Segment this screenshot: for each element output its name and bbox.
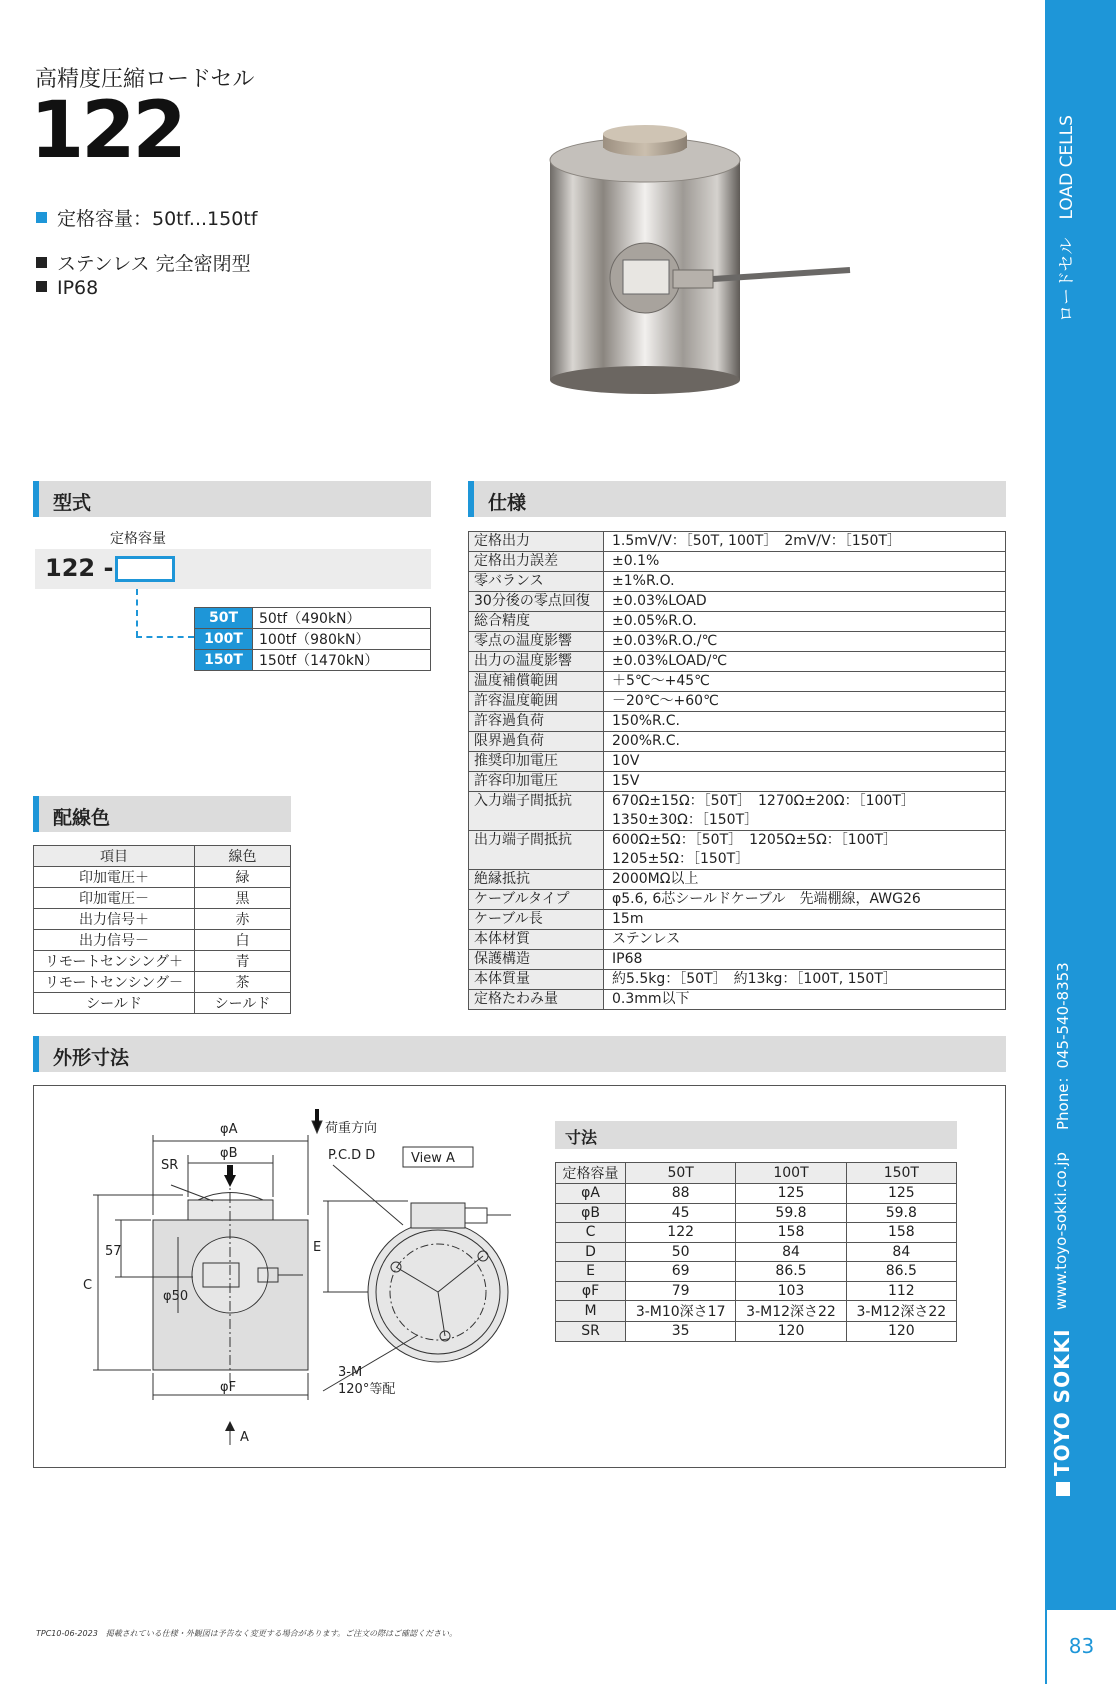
dimension-table [555, 1162, 957, 1342]
brand-name: TOYO SOKKI [1050, 1328, 1074, 1476]
sidebar-category-jp: ロードセル [1057, 237, 1077, 322]
table-row: 限界過負荷 200%R.C. [469, 732, 1006, 752]
table-row: ケーブル長 15m [469, 910, 1006, 930]
feature-material: ステンレス 完全密閉型 [36, 249, 251, 276]
label-sr: SR [161, 1158, 179, 1173]
feature-capacity: 定格容量：50tf...150tf [36, 204, 257, 231]
load-arrow-icon [227, 1165, 233, 1177]
dashed-connector [136, 589, 138, 637]
table-row: 定格出力 1.5mV/V：［50T, 100T］ 2mV/V：［150T］ [469, 532, 1006, 552]
sidebar-category-en: LOAD CELLS [1057, 115, 1077, 220]
label-phi-a: φA [220, 1122, 238, 1137]
bullet-icon [36, 212, 47, 223]
section-title: 仕様 [488, 492, 527, 514]
product-subtitle: 高精度圧縮ロードセル [35, 67, 255, 92]
table-row: シールド シールド [34, 993, 291, 1014]
capacity-options-table [194, 607, 431, 671]
table-row: 定格たわみ量 0.3mm以下 [469, 990, 1006, 1010]
table-row: リモートセンシング＋ 青 [34, 951, 291, 972]
label-3m: 3-M [338, 1365, 363, 1380]
table-row: 出力信号＋ 赤 [34, 909, 291, 930]
bullet-icon [36, 257, 47, 268]
bullet-icon [36, 281, 47, 292]
capacity-code-box [115, 556, 175, 582]
product-photo [545, 120, 855, 400]
sidebar-phone: Phone：045-540-8353 [1054, 962, 1072, 1130]
table-row: M 3-M10深さ17 3-M12深さ22 3-M12深さ22 [556, 1301, 957, 1322]
label-load-direction: 荷重方向 [325, 1121, 378, 1136]
section-title: 配線色 [53, 807, 111, 829]
table-row: E 69 86.5 86.5 [556, 1262, 957, 1282]
table-row: φB 45 59.8 59.8 [556, 1203, 957, 1223]
dimension-drawing [33, 1085, 593, 1468]
sidebar-category [1052, 115, 1077, 322]
label-pcd: P.C.D D [328, 1148, 376, 1163]
feature-protection: IP68 [36, 277, 98, 299]
model-code-prefix: 122 - [45, 554, 114, 582]
side-view [93, 1135, 308, 1445]
page-number: 83 [1068, 1634, 1095, 1658]
table-row: SR 35 120 120 [556, 1322, 957, 1342]
cable-gland [673, 270, 713, 288]
wiring-table [33, 845, 291, 1014]
table-row: 出力端子間抵抗 600Ω±5Ω：［50T］ 1205Ω±5Ω：［100T］ 1205±5Ω：［150T］ [469, 831, 1006, 870]
table-row: 絶縁抵抗 2000MΩ以上 [469, 870, 1006, 890]
table-row: 温度補償範囲 ＋5℃～+45℃ [469, 672, 1006, 692]
table-row: 許容印加電圧 15V [469, 772, 1006, 792]
brand-mark-icon [1056, 1482, 1070, 1496]
label-e: E [313, 1240, 322, 1255]
footnote: TPC10-06-2023 掲載されている仕様・外観図は予告なく変更する場合があります。ご注文の際はご確認ください。 [36, 1629, 458, 1638]
table-row: 本体質量 約5.5kg：［50T］ 約13kg：［100T, 150T］ [469, 970, 1006, 990]
table-row: 定格出力誤差 ±0.1% [469, 552, 1006, 572]
section-wiring [33, 796, 291, 832]
table-row: 出力の温度影響 ±0.03%LOAD/℃ [469, 652, 1006, 672]
table-row: φA 88 125 125 [556, 1184, 957, 1204]
table-row: 本体材質 ステンレス [469, 930, 1006, 950]
table-row: 100T 100tf（980kN） [195, 629, 431, 650]
section-spec [468, 481, 1006, 517]
gland-top [465, 1208, 487, 1223]
table-row: D 50 84 84 [556, 1242, 957, 1262]
dimension-table-header [555, 1121, 957, 1149]
table-row: 50T 50tf（490kN） [195, 608, 431, 629]
table-row: 零点の温度影響 ±0.03%R.O./℃ [469, 632, 1006, 652]
nameplate [623, 260, 669, 294]
dimension-table-title: 寸法 [565, 1128, 598, 1147]
table-row: 印加電圧－ 黒 [34, 888, 291, 909]
cell-base [550, 366, 740, 394]
table-row: 総合精度 ±0.05%R.O. [469, 612, 1006, 632]
table-row: 30分後の零点回復 ±0.03%LOAD [469, 592, 1006, 612]
sidebar-website[interactable]: www.toyo-sokki.co.jp [1052, 1152, 1070, 1310]
section-model-type [33, 481, 431, 517]
table-row: 出力信号－ 白 [34, 930, 291, 951]
table-row: C 122 158 158 [556, 1223, 957, 1243]
table-row: 入力端子間抵抗 670Ω±15Ω：［50T］ 1270Ω±20Ω：［100T］ 1350±30Ω：［150T］ [469, 792, 1006, 831]
pcd-leader [333, 1165, 403, 1225]
table-row: 150T 150tf（1470kN） [195, 650, 431, 671]
page-number-box [1045, 1610, 1116, 1684]
label-c: C [83, 1278, 93, 1293]
load-button-face [603, 125, 687, 143]
table-row: φF 79 103 112 [556, 1281, 957, 1301]
table-row: 保護構造 IP68 [469, 950, 1006, 970]
label-phi-f: φF [220, 1380, 237, 1395]
table-header: 定格容量 50T 100T 150T [556, 1163, 957, 1184]
brand-logo [1050, 1328, 1074, 1496]
table-row: 許容過負荷 150%R.C. [469, 712, 1006, 732]
table-row: 印加電圧＋ 緑 [34, 867, 291, 888]
label-view-a-box: View A [411, 1151, 455, 1166]
spec-table [468, 531, 1006, 1010]
table-row: 零バランス ±1%R.O. [469, 572, 1006, 592]
section-title: 外形寸法 [53, 1047, 130, 1069]
table-row: ケーブルタイプ φ5.6, 6芯シールドケーブル 先端棚線，AWG26 [469, 890, 1006, 910]
dashed-connector [136, 636, 194, 638]
section-dimensions [33, 1036, 1006, 1072]
label-phi-50: φ50 [163, 1289, 189, 1304]
table-row: 推奨印加電圧 10V [469, 752, 1006, 772]
label-phi-b: φB [220, 1146, 238, 1161]
view-a-arrow-icon [225, 1421, 235, 1431]
capacity-label: 定格容量 [110, 531, 166, 547]
label-57: 57 [105, 1244, 122, 1259]
table-header: 項目 線色 [34, 846, 291, 867]
table-row: リモートセンシング－ 茶 [34, 972, 291, 993]
model-code-bar [35, 549, 431, 589]
label-120deg: 120°等配 [338, 1382, 396, 1397]
section-title: 型式 [53, 492, 92, 514]
table-row: 許容温度範囲 －20℃～+60℃ [469, 692, 1006, 712]
sr-leader [171, 1185, 213, 1201]
label-view-a: A [240, 1430, 249, 1445]
product-model: 122 [30, 86, 184, 176]
connector-top [411, 1203, 465, 1228]
